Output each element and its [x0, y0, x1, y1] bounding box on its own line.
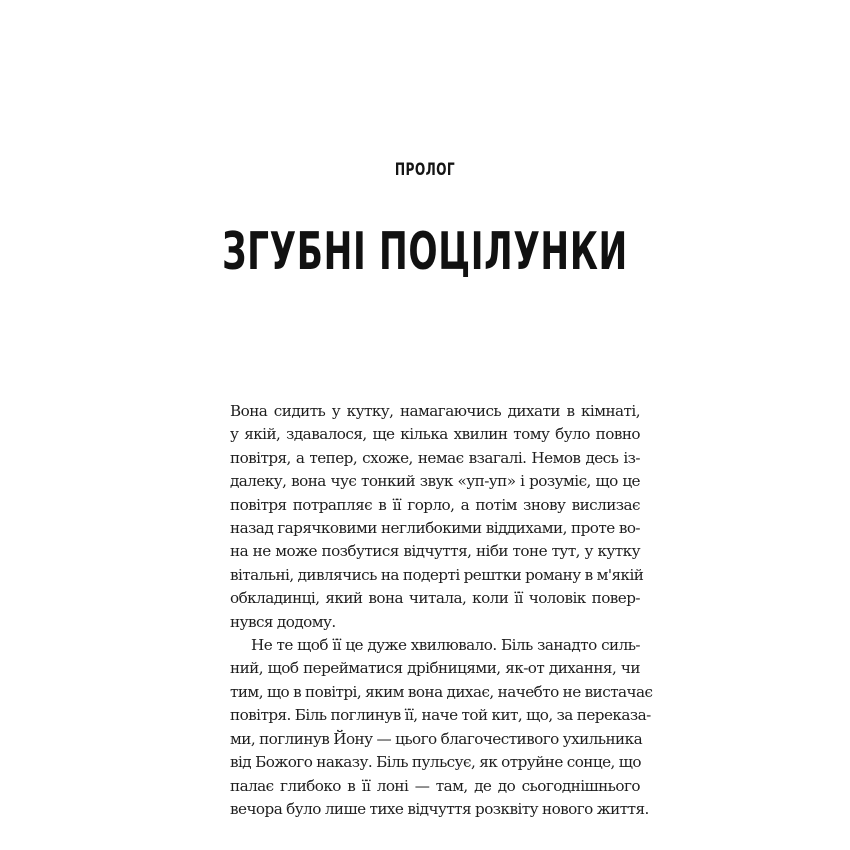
paragraph [230, 634, 653, 821]
text-line: нувся додому. [230, 612, 336, 631]
text-line: назад гарячковими неглибокими віддихами, проте во- [230, 519, 640, 538]
body-text [230, 400, 653, 821]
prologue-heading: ПРОЛОГ [394, 160, 456, 180]
text-line: обкладинці, який вона читала, коли її чоловік повер- [230, 589, 640, 608]
text-line: Не те щоб її це дуже хвилювало. Біль занадто силь- [251, 636, 640, 655]
text-line: ми, поглинув Йону — цього благочестивого ухильника [230, 729, 643, 748]
paragraph [230, 400, 644, 634]
text-line: палає глибоко в її лоні — там, де до сьогоднішнього [230, 776, 640, 795]
text-line: Вона сидить у кутку, намагаючись дихати в кімнаті, [230, 402, 640, 420]
text-line: у якій, здавалося, ще кілька хвилин тому було повно [230, 425, 640, 444]
text-line: вітальні, дивлячись на подерті рештки роману в м'якій [230, 565, 644, 584]
text-line: тим, що в повітрі, яким вона дихає, начебто не вистачає [230, 682, 653, 701]
text-line: на не може позбутися відчуття, ніби тоне тут, у кутку [230, 542, 640, 561]
text-line: далеку, вона чує тонкий звук «уп-уп» і розуміє, що це [230, 472, 640, 491]
text-line: повітря, а тепер, схоже, немає взагалі. Немов десь із- [230, 448, 640, 467]
text-line: від Божого наказу. Біль пульсує, як отруйне сонце, що [230, 753, 641, 772]
chapter-title: ЗГУБНІ ПОЦІЛУНКИ [222, 222, 628, 282]
text-line: ний, щоб перейматися дрібницями, як-от дихання, чи [230, 659, 640, 678]
text-line: вечора було лише тихе відчуття розквіту нового життя. [230, 799, 649, 818]
text-line: повітря потрапляє в її горло, а потім знову вислизає [230, 495, 640, 514]
text-line: повітря. Біль поглинув її, наче той кит, що, за переказа- [230, 706, 651, 725]
